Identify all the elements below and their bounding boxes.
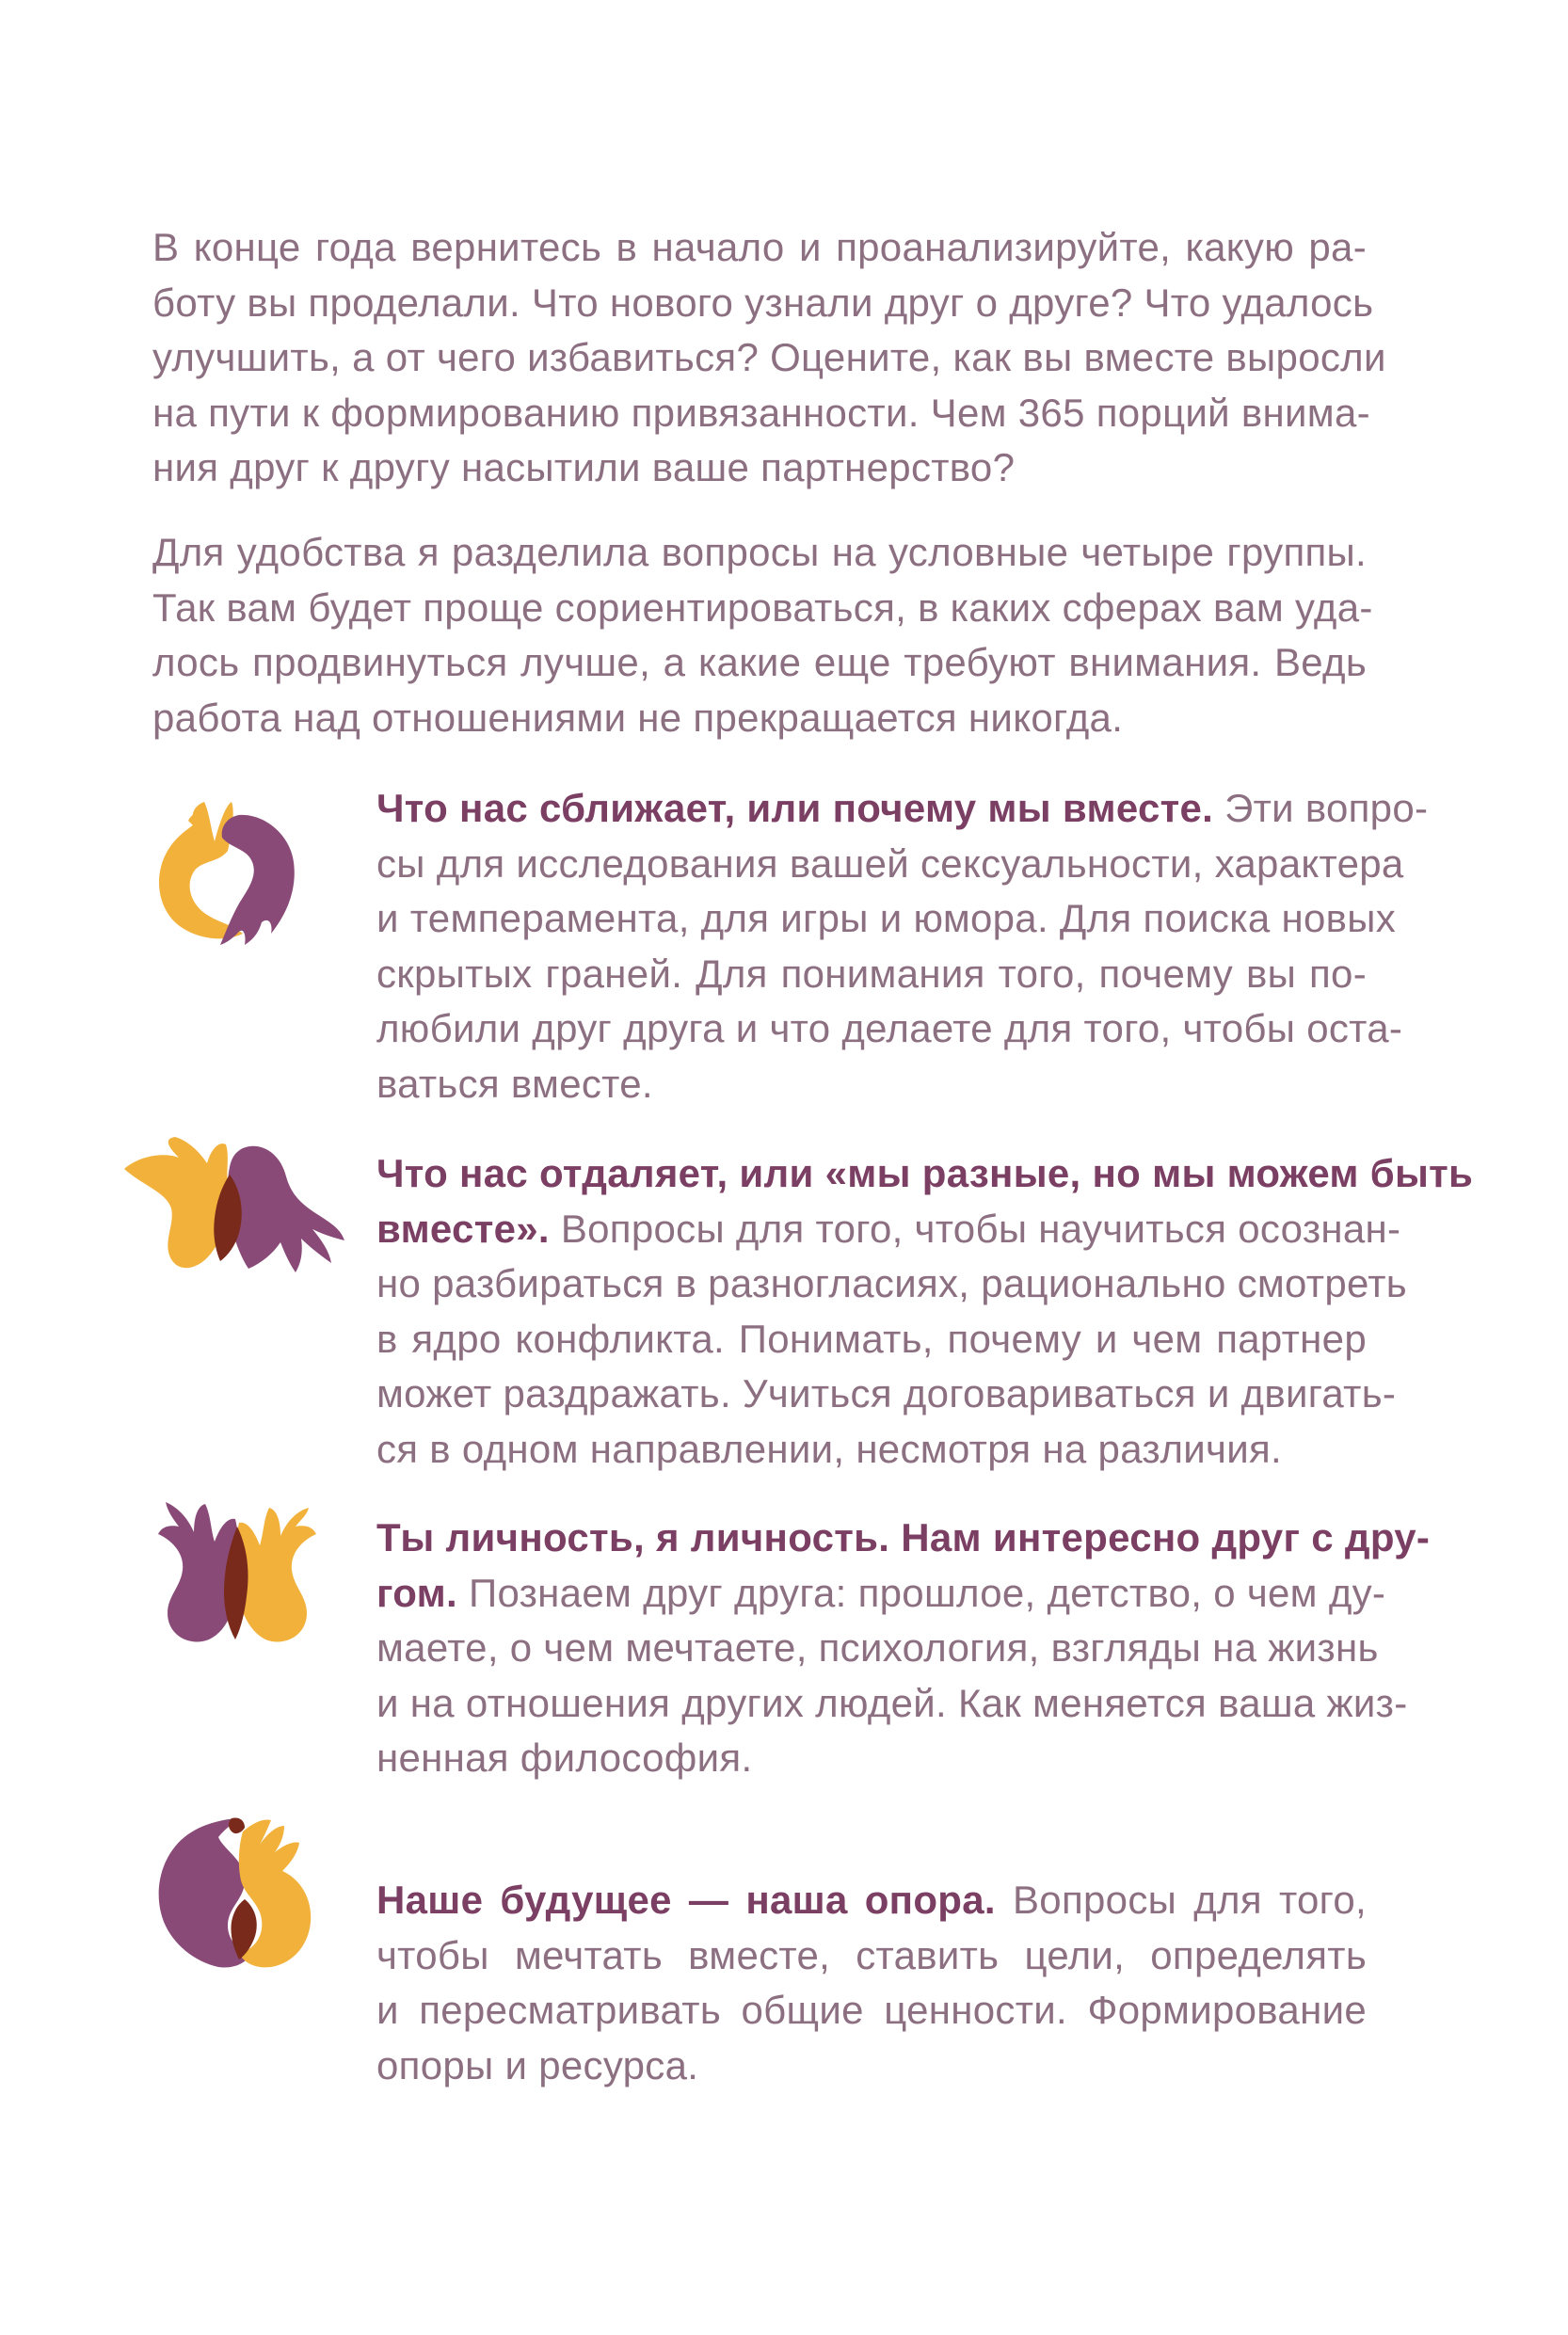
group-title: Ты личность, я личность. Нам интересно друг с дру-: [376, 1515, 1431, 1559]
text-fragment: Эти вопро-: [1213, 786, 1429, 830]
text-line: и пересматривать общие ценности. Формирование: [376, 1988, 1367, 2032]
text-fragment: Познаем друг друга: прошлое, детство, о чем ду-: [456, 1570, 1386, 1615]
text-line: но разбираться в разногласиях, рационально смотреть: [376, 1261, 1407, 1305]
text-line: [376, 1873, 1367, 1928]
text-line: [376, 1566, 1386, 1622]
text-line: и на отношения других людей. Как меняется ваша жиз-: [376, 1680, 1408, 1725]
intro-paragraph-2: [152, 525, 1373, 745]
text-line: в ядро конфликта. Понимать, почему и чем партнер: [376, 1316, 1367, 1361]
group-title: вместе».: [376, 1206, 550, 1251]
text-line: лось продвинуться лучше, а какие еще требуют внимания. Ведь: [152, 640, 1367, 684]
text-line: [376, 781, 1429, 837]
text-line: на пути к формированию привязанности. Чем 365 порций внима-: [152, 390, 1370, 435]
group-title: Что нас отдаляет, или «мы разные, но мы можем быть: [376, 1151, 1474, 1195]
text-line: опоры и ресурса.: [376, 2042, 699, 2087]
text-line: может раздражать. Учиться договариваться и двигать-: [376, 1371, 1397, 1415]
text-line: [376, 1202, 1401, 1257]
hands-tulip-icon: [152, 1498, 322, 1649]
text-fragment: Вопросы для того,: [995, 1878, 1368, 1922]
group-title: Что нас сближает, или почему мы вместе.: [376, 786, 1214, 830]
group-title: Наше будущее — наша опора.: [376, 1878, 996, 1922]
group-4-text: [376, 1873, 1367, 2093]
text-line: любили друг друга и что делаете для того, чтобы оста-: [376, 1006, 1403, 1050]
hands-yin-yang-icon: [152, 792, 303, 952]
text-line: и темперамента, для игры и юмора. Для поиска новых: [376, 896, 1397, 940]
text-line: ния друг к другу насытили ваше партнерство?: [152, 445, 1016, 489]
hands-support-icon: [152, 1813, 322, 1973]
text-line: маете, о чем мечтаете, психология, взгляды на жизнь: [376, 1625, 1379, 1670]
group-2-text: [376, 1146, 1474, 1477]
text-line: ся в одном направлении, несмотря на различия.: [376, 1426, 1282, 1471]
text-line: Так вам будет проще сориентироваться, в каких сферах вам уда-: [152, 584, 1373, 630]
text-line: ваться вместе.: [376, 1061, 653, 1106]
text-line: [376, 1511, 1431, 1566]
text-line: боту вы проделали. Что нового узнали друг о друге? Что удалось: [152, 280, 1374, 325]
group-3-text: [376, 1511, 1431, 1786]
text-line: Для удобства я разделила вопросы на условные четыре группы.: [152, 530, 1367, 574]
text-fragment: Вопросы для того, чтобы научиться осознан-: [549, 1206, 1401, 1251]
group-1-text: [376, 781, 1429, 1112]
text-line: сы для исследования вашей сексуальности, характера: [376, 840, 1404, 886]
text-line: [376, 1146, 1474, 1202]
text-line: ненная философия.: [376, 1735, 753, 1780]
intro-paragraph-1: [152, 220, 1386, 496]
hands-apart-icon: [120, 1131, 346, 1282]
group-title: гом.: [376, 1570, 457, 1615]
text-line: скрытых граней. Для понимания того, почему вы по-: [376, 951, 1367, 996]
text-line: В конце года вернитесь в начало и проанализируйте, какую ра-: [152, 225, 1367, 269]
text-line: чтобы мечтать вместе, ставить цели, определять: [376, 1932, 1367, 1977]
text-line: улучшить, а от чего избавиться? Оцените, как вы вместе выросли: [152, 335, 1386, 379]
text-line: работа над отношениями не прекращается никогда.: [152, 695, 1124, 740]
